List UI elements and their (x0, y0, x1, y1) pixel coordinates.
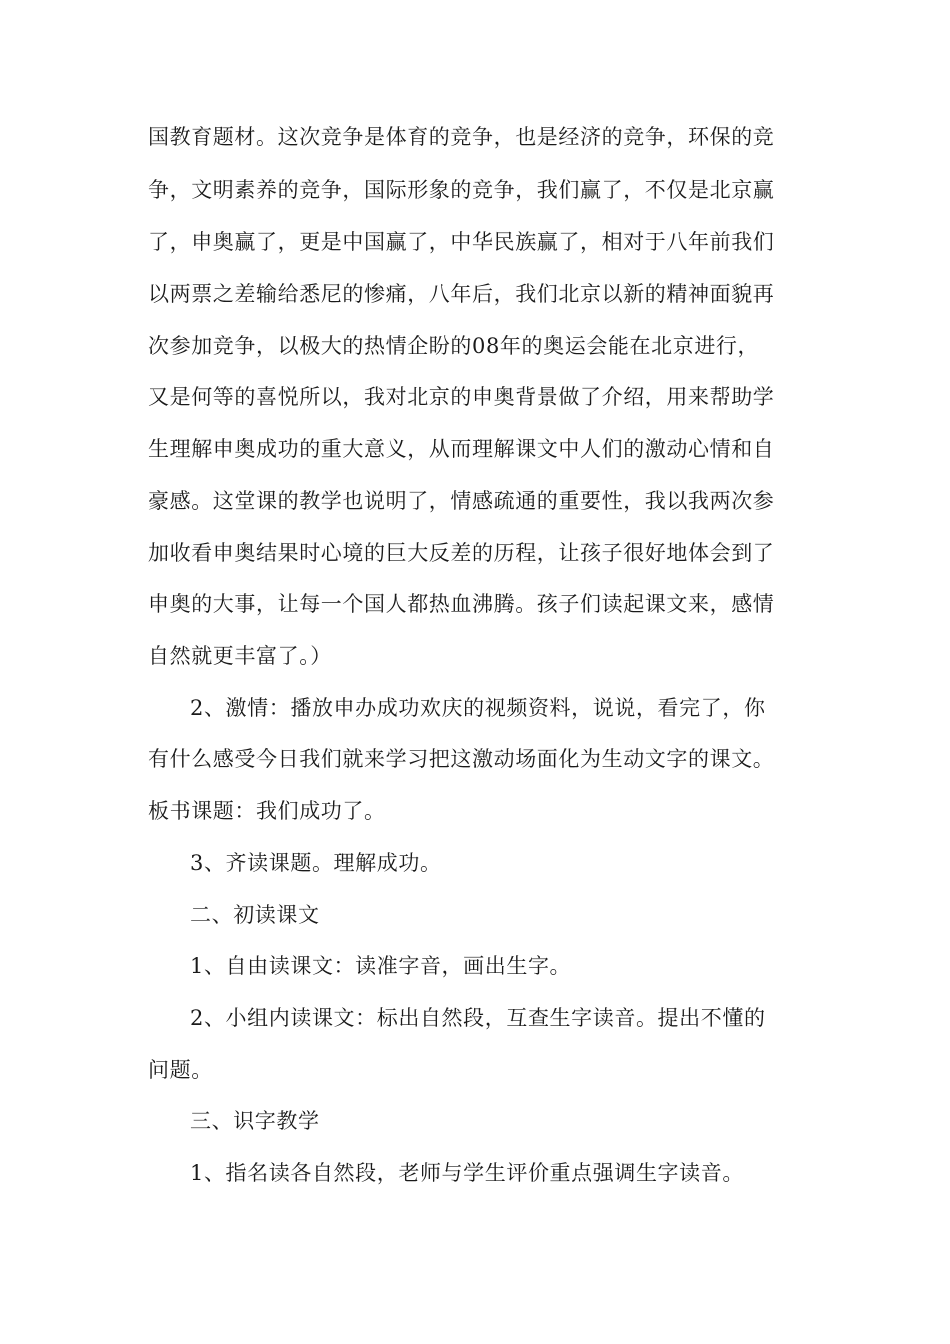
paragraph-line-2: 争，文明素养的竞争，国际形象的竞争，我们赢了，不仅是北京赢 (148, 178, 775, 202)
list-item-2-line-1: 2、激情：播放申办成功欢庆的视频资料，说说，看完了，你 (190, 696, 766, 720)
paragraph-line-6: 又是何等的喜悦所以，我对北京的申奥背景做了介绍，用来帮助学 (148, 385, 775, 409)
section-heading-3: 三、识字教学 (190, 1109, 320, 1133)
paragraph-line-8: 豪感。这堂课的教学也说明了，情感疏通的重要性，我以我两次参 (148, 489, 775, 513)
paragraph-line-1: 国教育题材。这次竞争是体育的竞争，也是经济的竞争，环保的竞 (148, 125, 775, 149)
list-item-3: 3、齐读课题。理解成功。 (190, 851, 442, 875)
paragraph-line-4: 以两票之差输给悉尼的惨痛，八年后，我们北京以新的精神面貌再 (148, 282, 775, 306)
section2-item-1: 1、自由读课文：读准字音，画出生字。 (190, 954, 572, 978)
section-heading-2: 二、初读课文 (190, 903, 320, 927)
list-item-2-line-3: 板书课题：我们成功了。 (148, 799, 386, 823)
paragraph-line-11: 自然就更丰富了。） (148, 644, 332, 668)
list-item-2-line-2: 有什么感受今日我们就来学习把这激动场面化为生动文字的课文。 (148, 747, 775, 771)
paragraph-line-5: 次参加竞争，以极大的热情企盼的08年的奥运会能在北京进行， (148, 334, 760, 358)
paragraph-line-9: 加收看申奥结果时心境的巨大反差的历程，让孩子很好地体会到了 (148, 541, 775, 565)
paragraph-line-7: 生理解申奥成功的重大意义，从而理解课文中人们的激动心情和自 (148, 437, 775, 461)
section2-item-2-line-2: 问题。 (148, 1058, 213, 1082)
section3-item-1: 1、指名读各自然段，老师与学生评价重点强调生字读音。 (190, 1161, 744, 1185)
paragraph-line-3: 了，申奥赢了，更是中国赢了，中华民族赢了，相对于八年前我们 (148, 230, 775, 254)
section2-item-2-line-1: 2、小组内读课文：标出自然段，互查生字读音。提出不懂的 (190, 1006, 766, 1030)
paragraph-line-10: 申奥的大事，让每一个国人都热血沸腾。孩子们读起课文来，感情 (148, 592, 775, 616)
